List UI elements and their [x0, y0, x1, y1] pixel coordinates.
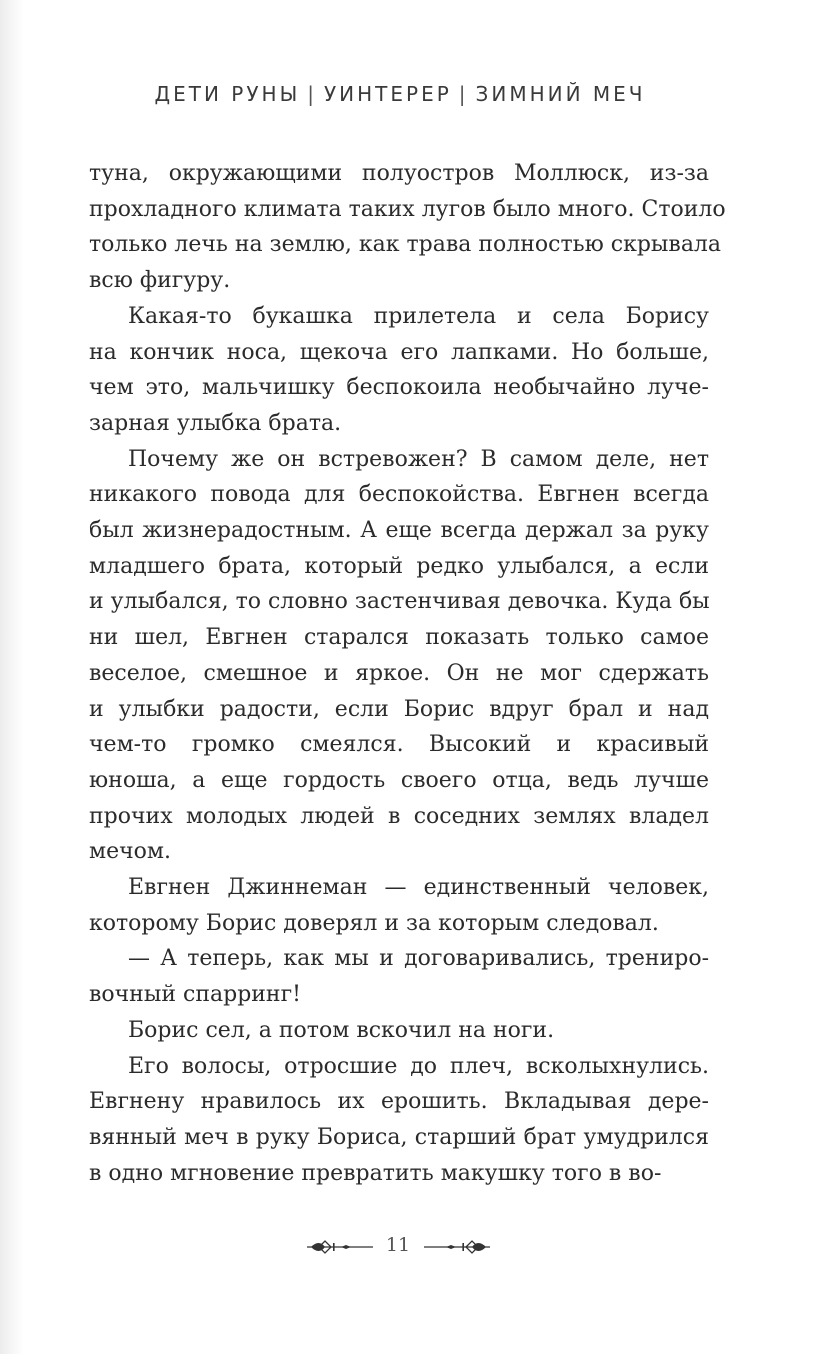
text-line: только лечь на землю, как трава полностью скрывала — [89, 232, 722, 258]
body-text — [89, 156, 726, 1191]
text-line: чем это, мальчишку беспокоила необычайно луче- — [89, 375, 709, 401]
ornament-flourish-right-icon — [422, 1236, 492, 1258]
text-line: веселое, смешное и яркое. Он не мог сдержать — [89, 660, 709, 686]
header-series-title: ДЕТИ РУНЫ — [154, 82, 301, 106]
header-separator: | — [307, 82, 317, 106]
text-line: Борис сел, а потом вскочил на ноги. — [128, 1017, 555, 1043]
text-line: — А теперь, как мы и договаривались, трениро- — [128, 946, 709, 972]
text-line: прочих молодых людей в соседних землях владел — [89, 803, 709, 829]
text-line: Евгнену нравилось их ерошить. Вкладывая дере- — [89, 1089, 709, 1115]
header-book-title: ЗИМНИЙ МЕЧ — [475, 82, 646, 106]
paragraph — [89, 299, 709, 442]
page-number: 11 — [385, 1234, 411, 1256]
header-author: УИНТЕРЕР — [323, 82, 452, 106]
text-line: Евгнен Джиннеман — единственный человек, — [128, 875, 709, 901]
text-line: и улыбки радости, если Борис вдруг брал и над — [89, 696, 709, 722]
header-separator: | — [458, 82, 469, 106]
text-line: прохладного климата таких лугов было много. Стоило — [89, 196, 726, 222]
text-line: и улыбался, то словно застенчивая девочка. Куда бы — [89, 589, 710, 615]
text-line: зарная улыбка брата. — [89, 410, 342, 436]
text-line: вянный меч в руку Бориса, старший брат умудрился — [89, 1124, 709, 1150]
text-line: чем-то громко смеялся. Высокий и красивый — [89, 732, 709, 758]
text-line: в одно мгновение превратить макушку того в во- — [89, 1160, 662, 1186]
text-line: Почему же он встревожен? В самом деле, нет — [128, 446, 709, 472]
paragraph — [89, 1049, 709, 1192]
paragraph — [89, 1013, 709, 1049]
text-line: туна, окружающими полуостров Моллюск, из-за — [89, 161, 709, 186]
paragraph — [89, 156, 726, 299]
page-footer — [300, 1230, 500, 1264]
text-line: никакого повода для беспокойства. Евгнен всегда — [89, 482, 709, 508]
text-line: вочный спарринг! — [89, 982, 301, 1008]
paragraph — [89, 870, 709, 941]
text-line: мечом. — [89, 839, 172, 865]
running-header — [0, 82, 800, 106]
paragraph — [89, 941, 709, 1012]
text-line: юноша, а еще гордость своего отца, ведь лучше — [89, 767, 709, 793]
paragraph — [89, 442, 709, 870]
text-line: на кончик носа, щекоча его лапками. Но больше, — [89, 339, 709, 365]
text-line: Какая-то букашка прилетела и села Борису — [128, 303, 709, 329]
text-line: всю фигуру. — [89, 268, 231, 294]
text-line: ни шел, Евгнен старался показать только самое — [89, 625, 709, 651]
page-edge-shadow — [0, 0, 24, 1354]
text-line: младшего брата, который редко улыбался, а если — [89, 553, 709, 579]
text-line: которому Борис доверял и за которым следовал. — [89, 910, 659, 936]
text-line: был жизнерадостным. А еще всегда держал за руку — [89, 518, 709, 544]
text-line: Его волосы, отросшие до плеч, всколыхнулись. — [128, 1053, 709, 1079]
